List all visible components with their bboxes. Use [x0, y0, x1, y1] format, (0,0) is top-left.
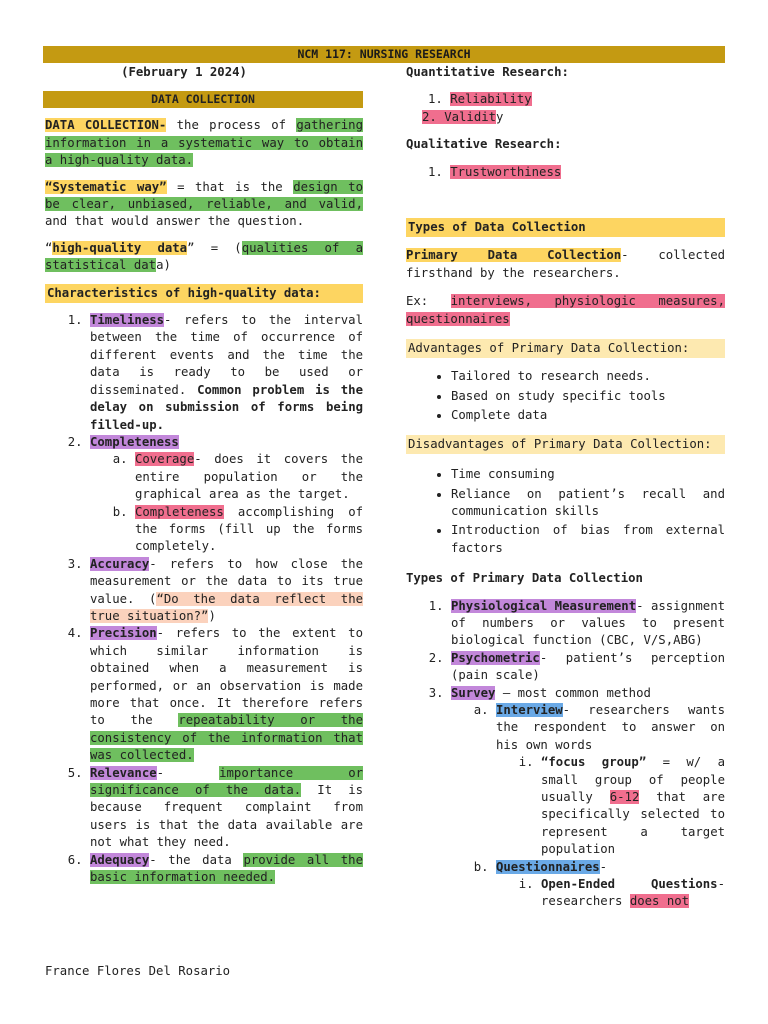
list-item: • Time consuming — [451, 466, 725, 483]
questionnaires-dash: - — [599, 859, 608, 874]
precision-term: Precision — [90, 626, 157, 641]
adequacy-term: Adequacy — [90, 852, 150, 867]
systematic-paragraph — [45, 179, 363, 231]
list-item: • Tailored to research needs. — [451, 368, 725, 385]
primary-text: - collected firsthand by the researchers. — [406, 248, 726, 280]
characteristics-heading: Characteristics of high-quality data: — [45, 284, 363, 303]
list-item: 1. Trustworthiness — [428, 164, 562, 179]
lecture-date: (February 1 2024) — [121, 65, 247, 79]
footer-author: France Flores Del Rosario — [45, 964, 231, 978]
types-heading: Types of Data Collection — [406, 218, 725, 237]
validity-item: 2. Validit — [422, 109, 497, 124]
left-column — [45, 64, 363, 886]
reliability-item: Reliability — [450, 92, 532, 107]
list-item — [135, 504, 363, 556]
coverage-text: - does it covers the entire population or the graphical area as the target. — [135, 452, 363, 502]
list-item — [90, 625, 363, 764]
coverage-term: Coverage — [135, 452, 195, 467]
focus-highlight: 6-12 — [609, 790, 640, 804]
questionnaires-sublist — [496, 876, 725, 911]
list-item — [451, 650, 725, 685]
adequacy-highlight: provide all the basic information needed. — [90, 852, 363, 885]
open-ended-text: - researchers — [541, 877, 725, 909]
completeness-sub-text: accomplishing of the forms (fill up the forms completely. — [135, 504, 363, 554]
systematic-rest: and that would answer the question. — [45, 214, 305, 229]
survey-term: Survey — [451, 685, 496, 700]
survey-sublist — [451, 702, 725, 911]
definition-term: DATA COLLECTION- — [45, 118, 167, 133]
examples-highlight: interviews, physiologic measures, questionnaires — [406, 294, 725, 326]
relevance-text: It is because frequent complaint from users is that the data available are not what they need. — [90, 783, 364, 850]
hq-term: high-quality data — [52, 240, 188, 255]
right-column — [406, 64, 725, 911]
list-item: • Based on study specific tools — [451, 388, 725, 405]
timeliness-term: Timeliness — [90, 313, 165, 328]
section-title: DATA COLLECTION — [43, 91, 363, 108]
physiological-text: - assignment of numbers or values to present biological function (CBC, V/S,ABG) — [451, 598, 725, 648]
advantages-list — [406, 368, 725, 424]
definition-text: the process of — [166, 118, 297, 133]
list-item — [90, 434, 363, 556]
list-item — [135, 451, 363, 503]
timeliness-bold: Common problem is the delay on submission of forms being filled-up. — [90, 382, 363, 432]
completeness-sub-term: Completeness — [135, 504, 224, 519]
qualitative-heading: Qualitative Research: — [406, 137, 562, 152]
interview-text: - researchers wants the respondent to answer on his own words — [496, 702, 725, 752]
systematic-term: “Systematic way” — [45, 179, 167, 194]
list-item — [422, 109, 725, 126]
list-item — [496, 859, 725, 911]
list-item — [541, 876, 725, 911]
validity-end: y — [496, 109, 504, 124]
hq-mid: ” = ( — [187, 240, 242, 255]
precision-text: - refers to the extent to which similar information is obtained when a measurement is performed, or an observation is made more that once. It therefore refers to the — [90, 626, 363, 728]
accuracy-text: - refers to how close the measurement or the data to its true value. ( — [90, 556, 363, 606]
interview-term: Interview — [496, 702, 563, 717]
interview-sublist — [496, 754, 725, 858]
examples-label: Ex: — [406, 294, 451, 309]
advantages-heading: Advantages of Primary Data Collection: — [406, 339, 725, 358]
list-item — [90, 852, 363, 887]
psychometric-text: - patient’s perception (pain scale) — [451, 650, 725, 683]
completeness-sublist — [90, 451, 363, 555]
accuracy-highlight: “Do the data reflect the true situation?” — [90, 591, 363, 623]
list-item — [451, 685, 725, 911]
list-item: 1. Reliability — [428, 92, 532, 107]
high-quality-paragraph — [45, 240, 363, 275]
hq-end: a) — [156, 258, 171, 273]
list-item — [496, 702, 725, 859]
list-item: • Complete data — [451, 407, 725, 424]
relevance-dash: - — [156, 765, 220, 780]
definition-paragraph — [45, 117, 363, 169]
quantitative-list — [406, 91, 725, 126]
document-header: NCM 117: NURSING RESEARCH — [43, 46, 725, 63]
characteristics-list — [45, 312, 363, 886]
accuracy-term: Accuracy — [90, 556, 150, 571]
primary-paragraph — [406, 247, 725, 282]
quantitative-heading: Quantitative Research: — [406, 65, 569, 79]
questionnaires-term: Questionnaires — [496, 859, 600, 874]
relevance-term: Relevance — [90, 765, 157, 780]
types-primary-heading: Types of Primary Data Collection — [406, 571, 643, 586]
primary-term: Primary Data Collection — [406, 248, 622, 263]
timeliness-text: - refers to the interval between the time of occurrence of different events and the time the data is ready to be used or disseminated. — [90, 313, 363, 397]
open-ended-term: Open-Ended Questions — [541, 877, 718, 892]
hq-highlight: qualities of a statistical dat — [45, 240, 363, 273]
list-item — [90, 765, 363, 852]
list-item — [541, 754, 725, 858]
trustworthiness-item: Trustworthiness — [450, 164, 562, 179]
list-item — [451, 598, 725, 650]
hq-open: “ — [45, 240, 53, 255]
qualitative-list — [406, 164, 725, 181]
disadvantages-heading: Disadvantages of Primary Data Collection: — [406, 435, 725, 454]
focus-end: that are specifically selected to represent a target population — [541, 790, 725, 857]
focus-term: “focus group” — [541, 755, 647, 770]
systematic-highlight: design to be clear, unbiased, reliable, and valid, — [45, 179, 363, 212]
list-item — [90, 312, 363, 434]
psychometric-term: Psychometric — [451, 650, 540, 665]
precision-highlight: repeatability or the consistency of the information that was collected. — [90, 713, 363, 763]
definition-highlight: gathering information in a systematic way to obtain a high-quality data. — [45, 118, 363, 168]
focus-text: = w/ a small group of people usually — [541, 755, 725, 804]
list-item: • Reliance on patient’s recall and communication skills — [451, 486, 725, 521]
physiological-term: Physiological Measurement — [451, 598, 637, 613]
systematic-eq: = that is the — [166, 179, 294, 194]
relevance-highlight: importance or significance of the data. — [90, 765, 364, 798]
list-item — [90, 556, 363, 626]
list-item: • Introduction of bias from external factors — [451, 522, 725, 557]
completeness-term: Completeness — [90, 434, 179, 449]
disadvantages-list — [406, 466, 725, 557]
examples-paragraph — [406, 293, 725, 328]
open-ended-highlight: does not — [629, 894, 690, 909]
accuracy-end: ) — [208, 608, 216, 623]
adequacy-text: - the data — [149, 852, 244, 867]
primary-types-list — [406, 598, 725, 911]
survey-text: – most common method — [495, 685, 651, 700]
